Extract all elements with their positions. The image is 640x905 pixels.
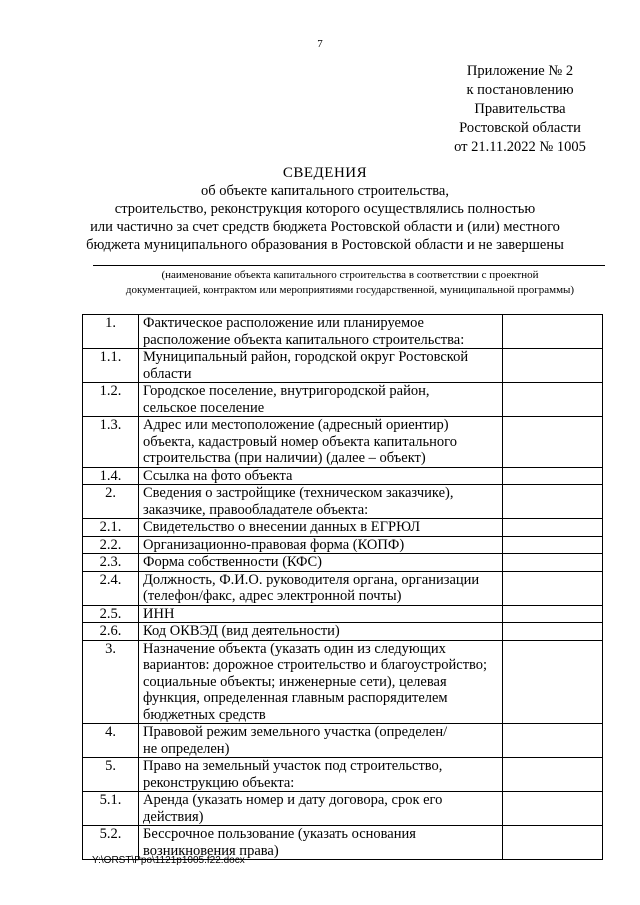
row-number: 2. [83,485,139,519]
row-value-cell [503,467,603,485]
table-row [83,383,603,417]
description-line: (телефон/факс, адрес электронной почты) [143,588,402,604]
description-line: области [143,365,192,382]
description-line: Адрес или местоположение (адресный ориентир) [143,417,449,433]
caption-line: документацией, контрактом или мероприятиями государственной, муниципальной программы) [125,284,575,296]
object-name-line [93,265,605,266]
table-row [83,623,603,641]
subtitle-line: об объекте капитального строительства, [200,183,449,199]
file-path-footer: Y:\ORST\Ppo\1121p1005.f22.docx [92,855,245,866]
description-line: Код ОКВЭД (вид деятельности) [143,623,340,639]
description-line: возникновения права) [143,842,279,859]
row-number: 3. [83,640,139,724]
row-number: 1.3. [83,417,139,468]
table-row [83,467,603,485]
row-description [139,519,503,537]
table-row [83,315,603,349]
table-row [83,605,603,623]
table-row [83,792,603,826]
appendix-line: Приложение № 2 [466,63,574,79]
row-value-cell [503,383,603,417]
row-value-cell [503,417,603,468]
row-description [139,554,503,572]
description-line: Организационно-правовая форма (КОПФ) [143,536,405,553]
table-row [83,485,603,519]
description-line: Право на земельный участок под строительство, [143,758,443,774]
row-value-cell [503,315,603,349]
description-line: объекта, кадастровый номер объекта капитального [143,433,457,450]
row-number: 5. [83,758,139,792]
row-description [139,724,503,758]
description-line: Фактическое расположение или планируемое [143,315,424,331]
row-description [139,315,503,349]
row-description [139,536,503,554]
row-value-cell [503,605,603,623]
row-number: 5.2. [83,826,139,860]
description-line: не определен) [143,740,230,757]
description-line: реконструкцию объекта: [143,774,295,791]
description-line: Ссылка на фото объекта [143,467,293,484]
description-line: Правовой режим земельного участка (определен/ [143,724,448,740]
row-description [139,623,503,641]
description-line: Должность, Ф.И.О. руководителя органа, организации [143,571,480,588]
row-value-cell [503,792,603,826]
row-value-cell [503,485,603,519]
subtitle-line: или частично за счет средств бюджета Ростовской области и (или) местного [90,219,560,235]
row-value-cell [503,554,603,572]
row-number: 2.5. [83,605,139,623]
row-number: 2.6. [83,623,139,641]
subtitle-line: бюджета муниципального образования в Ростовской области и не завершены [86,237,564,253]
row-number: 4. [83,724,139,758]
appendix-line: к постановлению [466,82,574,98]
description-line: вариантов: дорожное строительство и благоустройство; [143,657,488,673]
table-row [83,571,603,605]
description-line: сельское поселение [143,399,265,416]
row-description [139,758,503,792]
row-description [139,383,503,417]
row-description [139,792,503,826]
document-title: СВЕДЕНИЯ [282,165,368,181]
row-number: 1.2. [83,383,139,417]
row-description [139,640,503,724]
title-block [60,164,590,254]
description-line: Муниципальный район, городской округ Ростовской [143,349,469,365]
row-value-cell [503,758,603,792]
appendix-line: Ростовской области [459,120,581,136]
row-description [139,571,503,605]
description-line: действия) [143,808,204,825]
row-value-cell [503,519,603,537]
table-row [83,349,603,383]
row-description [139,349,503,383]
description-line: строительства (при наличии) (далее – объект) [143,450,426,466]
row-value-cell [503,349,603,383]
row-value-cell [503,640,603,724]
row-number: 1.4. [83,467,139,485]
caption-line: (наименование объекта капитального строительства в соответствии с проектной [161,269,539,281]
object-info-table [82,314,603,860]
description-line: расположение объекта капитального строительства: [143,331,465,348]
row-number: 1.1. [83,349,139,383]
row-number: 5.1. [83,792,139,826]
description-line: бюджетных средств [143,706,266,723]
table-row [83,519,603,537]
row-description [139,417,503,468]
subtitle-line: строительство, реконструкция которого осуществлялись полностью [114,201,536,217]
description-line: Форма собственности (КФС) [143,554,323,570]
row-number: 2.4. [83,571,139,605]
description-line: Городское поселение, внутригородской район, [143,383,430,399]
row-number: 2.3. [83,554,139,572]
row-description [139,485,503,519]
document-subtitle [60,182,590,254]
table-row [83,536,603,554]
description-line: Свидетельство о внесении данных в ЕГРЮЛ [143,519,421,535]
row-value-cell [503,571,603,605]
description-line: Бессрочное пользование (указать основания [143,826,416,842]
row-value-cell [503,724,603,758]
table-row [83,640,603,724]
row-number: 2.1. [83,519,139,537]
appendix-header [436,62,604,157]
row-description [139,467,503,485]
description-line: социальные объекты; инженерные сети), целевая [143,673,447,690]
description-line: заказчике, правообладателе объекта: [143,501,369,518]
page-number: 7 [317,38,323,50]
description-line: Сведения о застройщике (техническом заказчике), [143,485,454,501]
appendix-line: от 21.11.2022 № 1005 [454,139,586,155]
table-row [83,554,603,572]
description-line: функция, определенная главным распорядителем [143,690,448,706]
description-line: ИНН [143,605,175,622]
row-value-cell [503,623,603,641]
row-number: 2.2. [83,536,139,554]
description-line: Аренда (указать номер и дату договора, срок его [143,792,443,808]
table-row [83,417,603,468]
description-line: Назначение объекта (указать один из следующих [143,640,446,657]
row-value-cell [503,536,603,554]
object-name-caption [76,268,624,298]
row-number: 1. [83,315,139,349]
table-row [83,724,603,758]
appendix-line: Правительства [474,101,566,117]
row-value-cell [503,826,603,860]
table-row [83,758,603,792]
row-description [139,605,503,623]
